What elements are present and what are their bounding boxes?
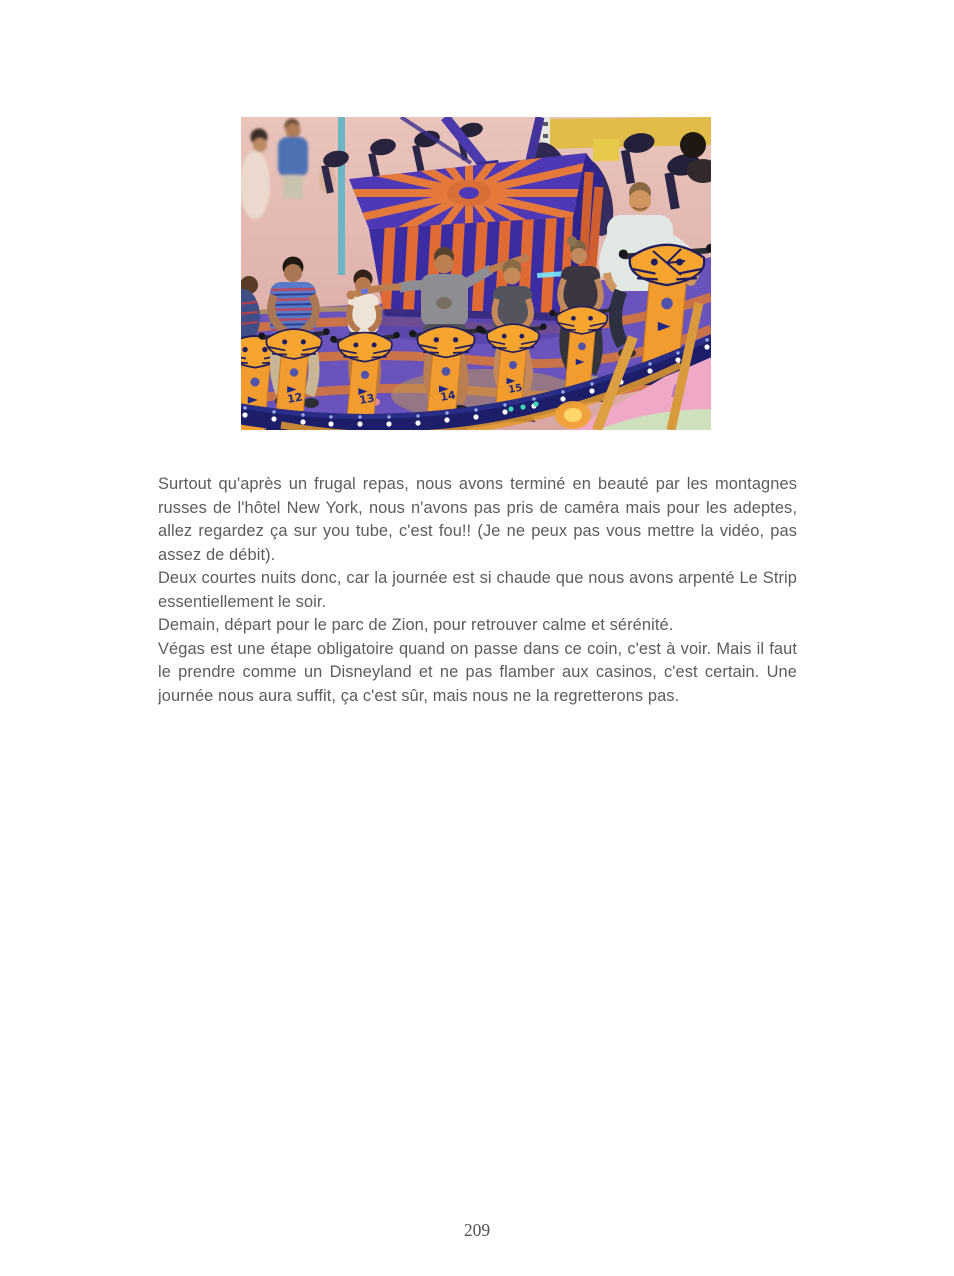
text-line: Végas est une étape obligatoire quand on passe dans ce coin, c'est à voir. Mais il faut [158, 639, 797, 658]
text-line: journée nous aura suffit, ça c'est sûr, mais nous ne la regretterons pas. [158, 686, 680, 705]
text-line: le prendre comme un Disneyland et ne pas flamber aux casinos, c'est certain. Une [158, 663, 797, 681]
bike-number: 15 [507, 382, 524, 396]
text-line: Demain, départ pour le parc de Zion, pour retrouver calme et sérénité. [158, 616, 674, 634]
text-line: essentiellement le soir. [158, 592, 327, 611]
bike-number: 14 [439, 388, 457, 404]
ride-photo [241, 117, 711, 430]
bike-number: 12 [286, 390, 304, 406]
text-line: assez de débit). [158, 545, 276, 564]
page-number: 209 [463, 1220, 491, 1240]
body-text [158, 473, 797, 708]
text-line: Deux courtes nuits donc, car la journée est si chaude que nous avons arpenté Le Strip [158, 569, 797, 587]
text-line: Surtout qu'après un frugal repas, nous avons terminé en beauté par les montagnes [158, 475, 797, 493]
ride-photo-svg [241, 117, 711, 430]
teal-pole [338, 117, 345, 275]
text-line: allez regardez ça sur you tube, c'est fou!! (Je ne peux pas vous mettre la vidéo, pas [158, 522, 797, 540]
text-line: russes de l'hôtel New York, nous n'avons pas pris de caméra mais pour les adeptes, [158, 498, 797, 517]
bike-number: 13 [358, 391, 376, 407]
